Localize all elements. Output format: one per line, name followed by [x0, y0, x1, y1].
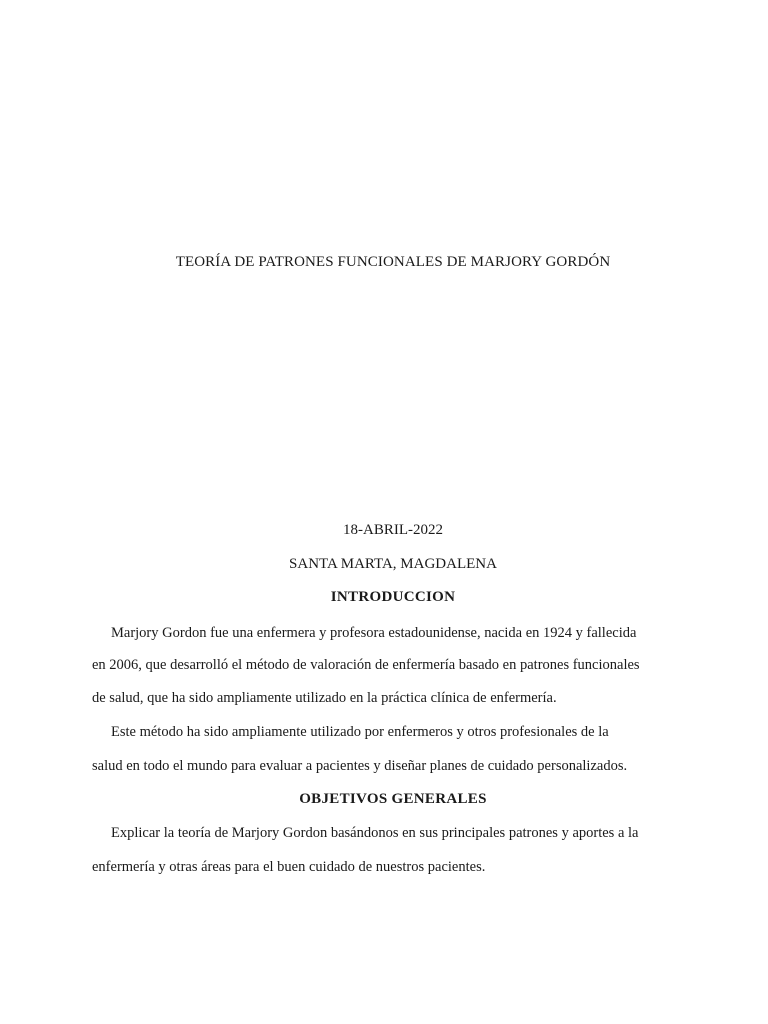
paragraph-line: Este método ha sido ampliamente utilizado por enfermeros y otros profesionales de la	[111, 724, 609, 740]
section-heading-introduccion: INTRODUCCION	[330, 589, 456, 605]
paragraph-line: Marjory Gordon fue una enfermera y profesora estadounidense, nacida en 1924 y fallecida	[111, 625, 637, 641]
document-title: TEORÍA DE PATRONES FUNCIONALES DE MARJORY GORDÓN	[175, 254, 611, 270]
paragraph-line: Explicar la teoría de Marjory Gordon basándonos en sus principales patrones y aportes a la	[111, 825, 639, 841]
paragraph-line: en 2006, que desarrolló el método de valoración de enfermería basado en patrones funcionales	[92, 657, 640, 673]
document-place: SANTA MARTA, MAGDALENA	[289, 556, 497, 572]
document-date: 18-ABRIL-2022	[343, 522, 443, 538]
section-heading-objetivos-generales: OBJETIVOS GENERALES	[299, 791, 487, 807]
paragraph-line: salud en todo el mundo para evaluar a pacientes y diseñar planes de cuidado personalizados.	[92, 758, 628, 774]
paragraph-line: de salud, que ha sido ampliamente utilizado en la práctica clínica de enfermería.	[92, 690, 557, 706]
paragraph-line: enfermería y otras áreas para el buen cuidado de nuestros pacientes.	[92, 859, 486, 875]
